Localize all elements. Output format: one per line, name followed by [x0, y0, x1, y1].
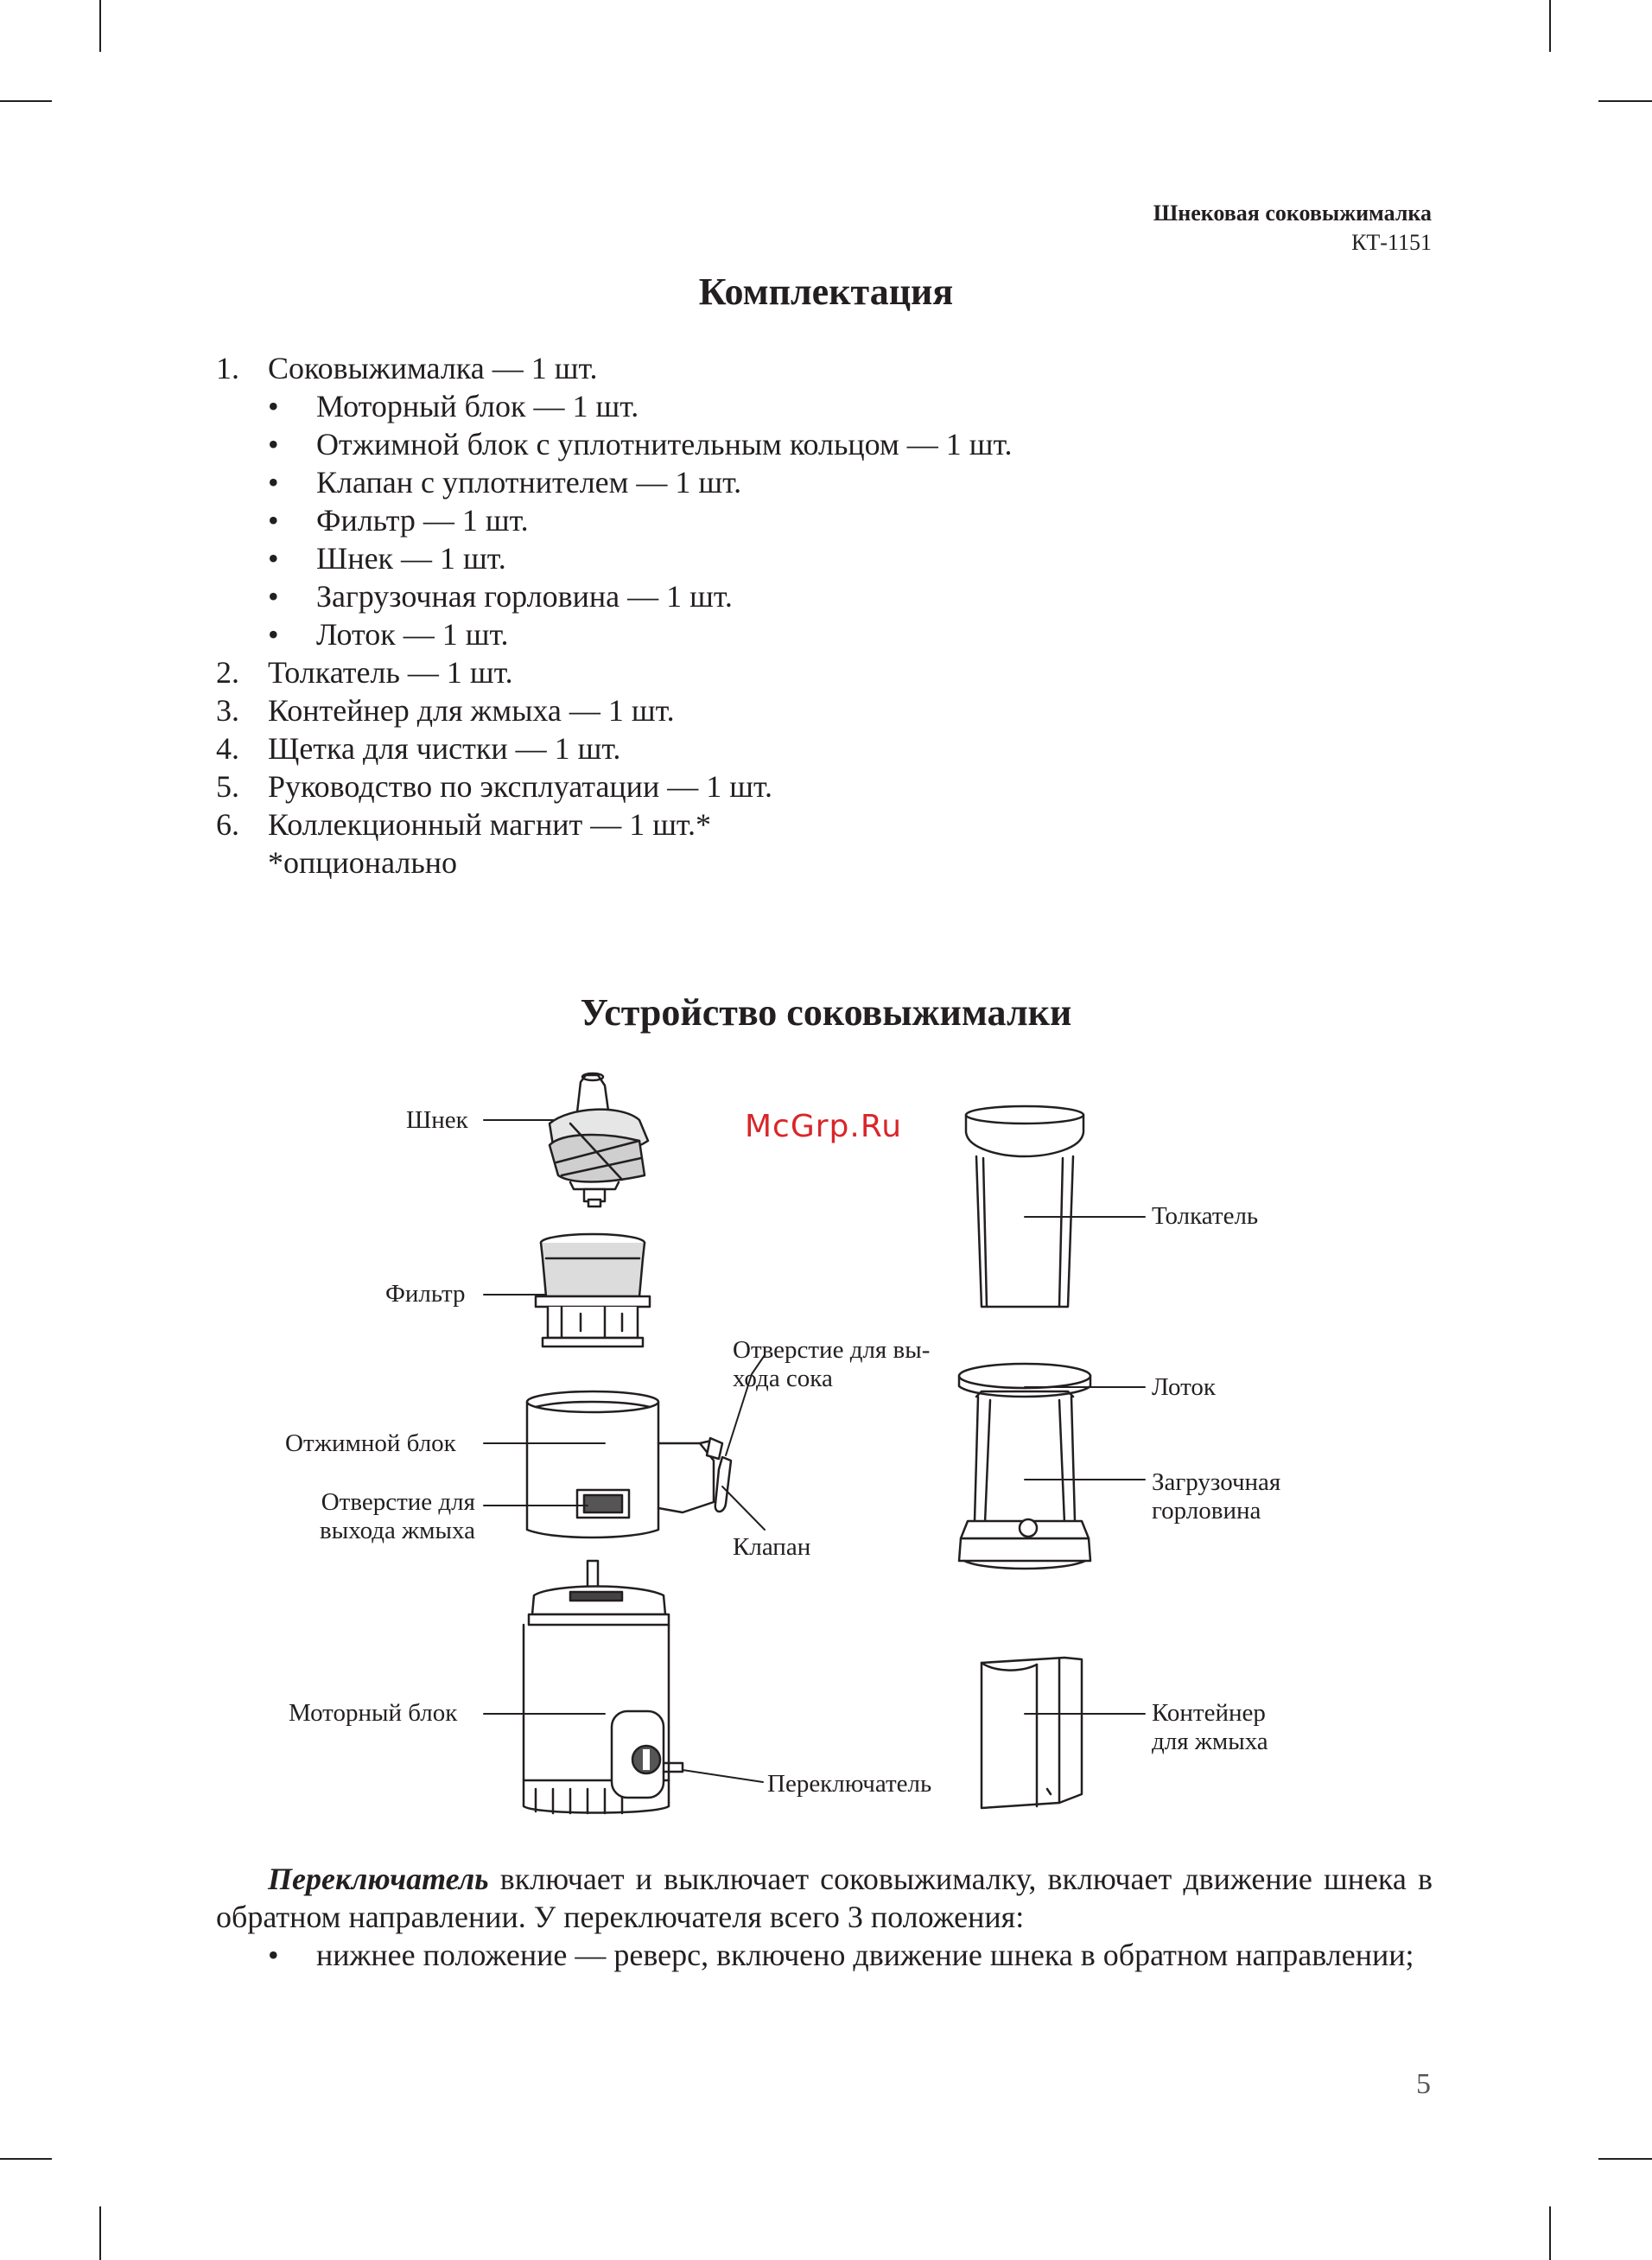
label-switch: Переключатель: [767, 1770, 932, 1798]
label-pusher: Толкатель: [1152, 1202, 1259, 1230]
document-title: Шнековая соковыжималка: [1153, 201, 1432, 226]
label-juice-outlet: Отверстие для вы- хода сока: [733, 1336, 931, 1392]
label-auger: Шнек: [406, 1106, 468, 1134]
label-pulp-container: Контейнер для жмыха: [1152, 1699, 1268, 1755]
page-number: 5: [1416, 2068, 1431, 2100]
motor-block-illustration: [524, 1561, 683, 1813]
watermark: McGrp.Ru: [745, 1109, 903, 1144]
label-pulp-outlet: Отверстие для выхода жмыха: [320, 1488, 475, 1544]
label-motor-block: Моторный блок: [289, 1699, 458, 1727]
label-filter: Фильтр: [385, 1280, 466, 1308]
label-feeding-chute: Загрузочная горловина: [1152, 1468, 1281, 1525]
switch-position-item: • нижнее положение — реверс, включено движение шнека в обратном направлении;: [268, 1938, 1414, 1972]
auger-illustration: [550, 1073, 648, 1206]
label-tray: Лоток: [1152, 1373, 1216, 1401]
switch-term: Переключатель: [268, 1862, 489, 1896]
section-title-contents: Комплектация: [698, 271, 954, 313]
press-block-illustration: [527, 1391, 731, 1537]
section-title-device: Устройство соковыжималки: [580, 991, 1072, 1034]
filter-illustration: [536, 1234, 650, 1346]
label-press-block: Отжимной блок: [285, 1429, 456, 1457]
model-number: КТ-1151: [1351, 230, 1432, 255]
pusher-illustration: [966, 1106, 1083, 1307]
label-valve: Клапан: [733, 1533, 811, 1561]
switch-description: Переключатель включает и выключает соковыжималку, включает движение шнека в обратном направлении. У переключателя всего 3 положения:: [216, 1862, 1433, 1934]
pulp-container-illustration: [982, 1658, 1082, 1808]
feeding-chute-illustration: [959, 1364, 1090, 1569]
